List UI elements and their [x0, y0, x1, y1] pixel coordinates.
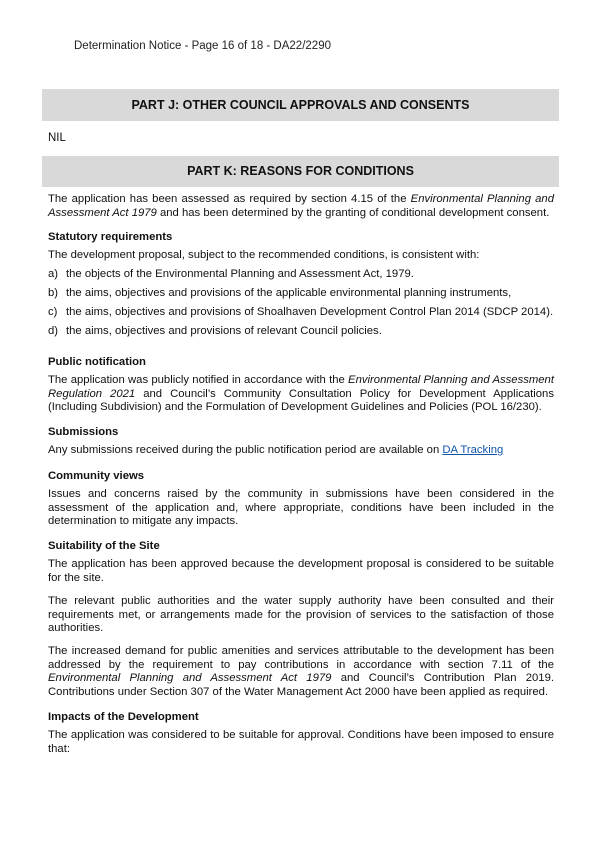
- submissions-sentence: Any submissions received during the public notification period are available on: [48, 444, 443, 456]
- part-j-heading: PART J: OTHER COUNCIL APPROVALS AND CONSENTS: [42, 89, 559, 121]
- list-marker: d): [48, 325, 59, 337]
- intro-act-name: Environmental Planning and Assessment Act 1979: [48, 193, 554, 219]
- list-marker: b): [48, 287, 59, 299]
- intro-text-end: and has been determined by the granting of conditional development consent.: [156, 206, 550, 219]
- community-views-heading: Community views: [48, 470, 145, 482]
- public-notification-text: [48, 374, 554, 415]
- part-k-heading: PART K: REASONS FOR CONDITIONS: [42, 156, 559, 187]
- part-k-intro: [48, 193, 554, 220]
- contributions-act-name: Environmental Planning and Assessment Act 1979: [48, 672, 332, 685]
- list-marker: a): [48, 268, 59, 280]
- suitability-paragraph-2: The relevant public authorities and the water supply authority have been consulted and their requirements met, or arrangements made for the provision of services to the satisfaction of those authorities.: [48, 595, 554, 635]
- suitability-paragraph-3: [48, 645, 554, 699]
- statutory-lead: The development proposal, subject to the recommended conditions, is consistent with:: [48, 249, 480, 261]
- list-marker: c): [48, 306, 58, 318]
- intro-text: The application has been assessed as required by section 4.15 of the: [48, 193, 411, 205]
- da-tracking-link[interactable]: DA Tracking: [442, 444, 504, 456]
- statutory-item-b: [48, 287, 511, 299]
- impacts-text: The application was considered to be suitable for approval. Conditions have been imposed to ensure that:: [48, 729, 554, 755]
- impacts-heading: Impacts of the Development: [48, 711, 199, 723]
- statutory-heading: Statutory requirements: [48, 231, 173, 243]
- contributions-text: The increased demand for public amenities and services attributable to the development has been addressed by the requirement to pay contributions in accordance with section 7.11 of the: [48, 645, 554, 671]
- public-notification-heading: Public notification: [48, 356, 146, 368]
- list-text: the aims, objectives and provisions of Shoalhaven Development Control Plan 2014 (SDCP 2014).: [66, 306, 554, 318]
- notification-regulation-name: Environmental Planning and Assessment Regulation 2021: [48, 374, 554, 400]
- submissions-text: [48, 444, 554, 458]
- list-text: the aims, objectives and provisions of the applicable environmental planning instruments,: [66, 287, 512, 299]
- notification-text-end: and Council’s Community Consultation Policy for Development Applications (Including Subdivision) and the Formulation of Development Guidelines and Policies (POL 16/230).: [48, 387, 554, 414]
- list-text: the objects of the Environmental Planning and Assessment Act, 1979.: [66, 268, 414, 280]
- statutory-item-a: [48, 268, 414, 280]
- statutory-item-c: [48, 306, 553, 318]
- submissions-heading: Submissions: [48, 426, 119, 438]
- suitability-heading: Suitability of the Site: [48, 540, 160, 552]
- notification-text: The application was publicly notified in accordance with the: [48, 374, 349, 386]
- page-header: Determination Notice - Page 16 of 18 - DA22/2290: [74, 40, 331, 52]
- suitability-paragraph-1: The application has been approved because the development proposal is considered to be suitable for the site.: [48, 558, 554, 584]
- community-views-text: Issues and concerns raised by the community in submissions have been considered in the assessment of the application and, where appropriate, conditions have been included in the determination to mitigate any impacts.: [48, 488, 554, 528]
- statutory-item-d: [48, 325, 382, 337]
- contributions-text-end: and Council’s Contribution Plan 2019. Contributions under Section 307 of the Water Management Act 2000 have been applied as required.: [48, 672, 554, 698]
- part-j-nil: NIL: [48, 132, 66, 144]
- list-text: the aims, objectives and provisions of relevant Council policies.: [66, 325, 382, 337]
